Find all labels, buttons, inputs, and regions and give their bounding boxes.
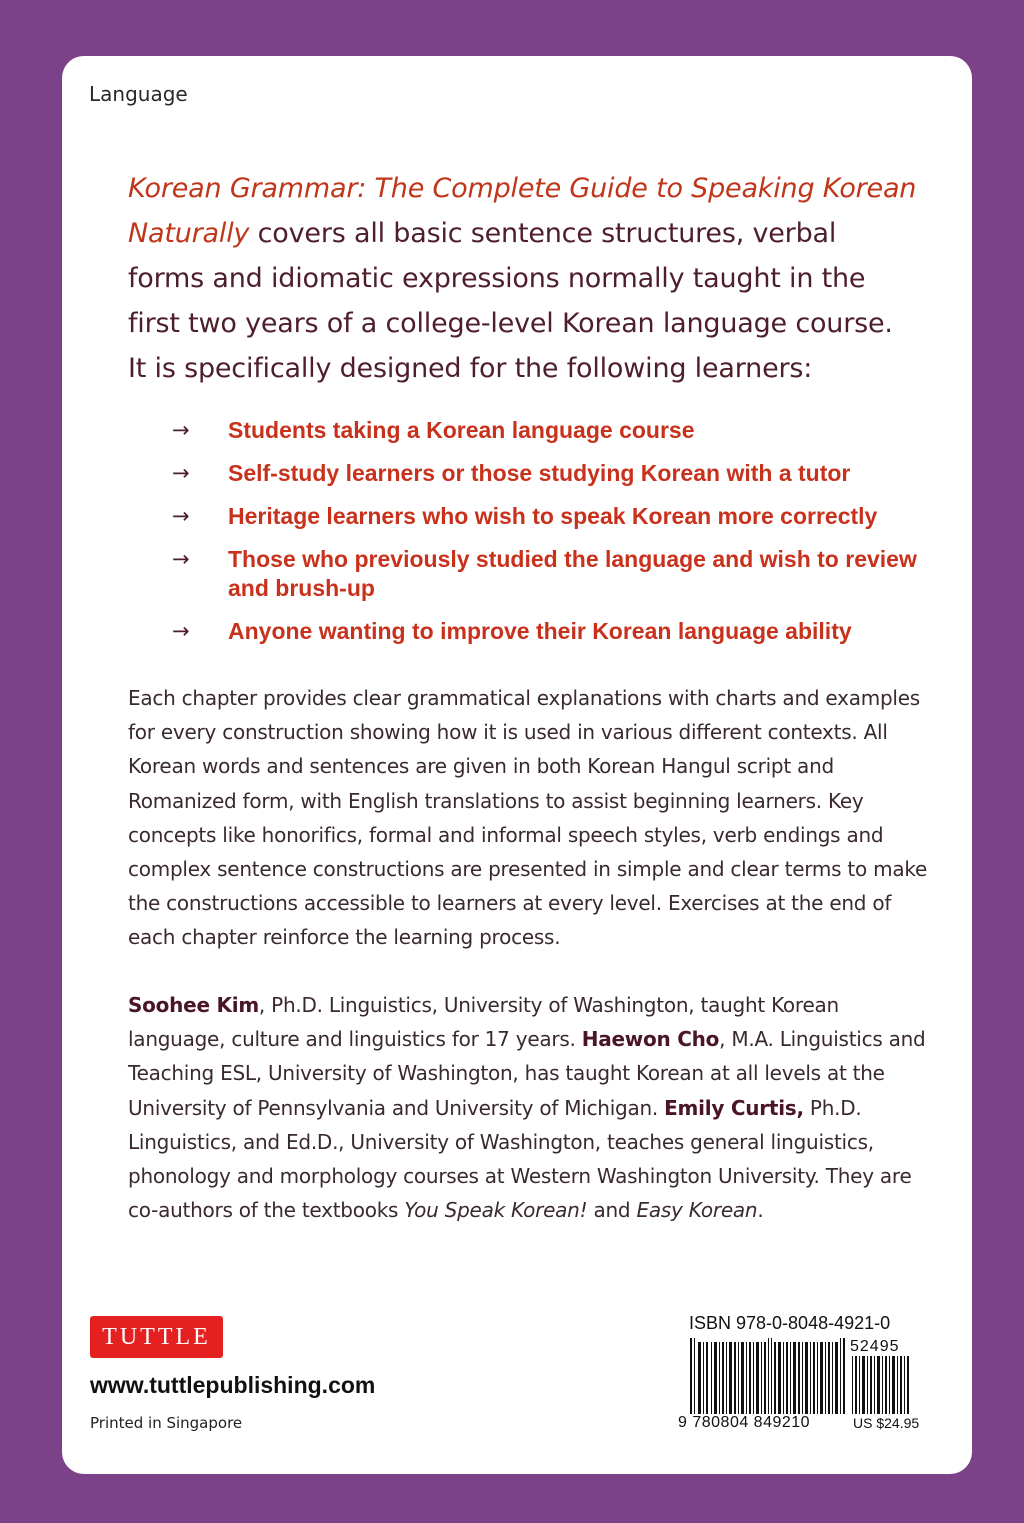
list-item (172, 502, 932, 531)
list-item-text: Heritage learners who wish to speak Korean more correctly (228, 503, 878, 529)
list-item-text: Students taking a Korean language course (228, 417, 695, 443)
isbn-label: ISBN 978-0-8048-4921-0 (689, 1313, 891, 1333)
book-reference: You Speak Korean! (404, 1198, 588, 1223)
list-item (172, 459, 932, 488)
price-label: US $24.95 (853, 1415, 920, 1431)
list-item (172, 416, 932, 445)
author-name: Emily Curtis, (664, 1095, 804, 1120)
intro-paragraph (128, 166, 918, 391)
back-cover-panel (62, 56, 972, 1474)
list-item-text: Self-study learners or those studying Korean with a tutor (228, 460, 851, 486)
learner-list (172, 416, 932, 660)
arrow-icon: → (172, 504, 190, 528)
category-label: Language (89, 82, 188, 106)
list-item-text: Anyone wanting to improve their Korean language ability (228, 618, 852, 644)
authors-paragraph (128, 988, 928, 1227)
list-item-text: Those who previously studied the language and wish to review and brush-up (228, 546, 917, 601)
arrow-icon: → (172, 461, 190, 485)
book-reference: Easy Korean (636, 1198, 758, 1223)
author-bio: , M.A. Linguistics and Teaching ESL, University of Washington, has taught Korean at all levels at the University of Pennsylvania and University of Michigan. (128, 1027, 926, 1120)
author-name: Haewon Cho (581, 1027, 720, 1052)
barcode-number: 9 780804 849210 (678, 1414, 811, 1431)
tuttle-logo: TUTTLE (90, 1316, 223, 1358)
printed-location: Printed in Singapore (90, 1414, 243, 1432)
price-addon-code: 52495 (850, 1338, 900, 1355)
author-name: Soohee Kim (128, 993, 259, 1017)
list-item (172, 545, 932, 603)
book-title: Korean Grammar: The Complete Guide to Speaking Korean Naturally (128, 173, 917, 249)
arrow-icon: → (172, 418, 190, 442)
end-text: . (757, 1198, 764, 1223)
arrow-icon: → (172, 547, 190, 571)
barcode-icon (690, 1338, 910, 1414)
publisher-url[interactable]: www.tuttlepublishing.com (90, 1372, 376, 1398)
arrow-icon: → (172, 619, 190, 643)
list-item (172, 617, 932, 646)
author-bio: Ph.D. Linguistics, and Ed.D., University of Washington, teaches general linguistics, phonology and morphology courses at Western Washington University. They are co-authors of the textbooks (128, 1095, 912, 1223)
author-bio: , Ph.D. Linguistics, University of Washington, taught Korean language, culture and linguistics for 17 years. (128, 993, 839, 1052)
description-paragraph: Each chapter provides clear grammatical explanations with charts and examples for every construction showing how it is used in various different contexts. All Korean words and sentences are given in both Korean Hangul script and Romanized form, with English translations to assist beginning learners. Key concepts like honorifics, formal and informal speech styles, verb endings and complex sentence constructions are presented in simple and clear terms to make the constructions accessible to learners at every level. Exercises at the end of each chapter reinforce the learning process. (128, 686, 927, 950)
intro-text: covers all basic sentence structures, verbal forms and idiomatic expressions normally taught in the first two years of a college-level Korean language course. It is specifically designed for the following learners: (128, 218, 893, 384)
joiner-text: and (587, 1198, 637, 1223)
